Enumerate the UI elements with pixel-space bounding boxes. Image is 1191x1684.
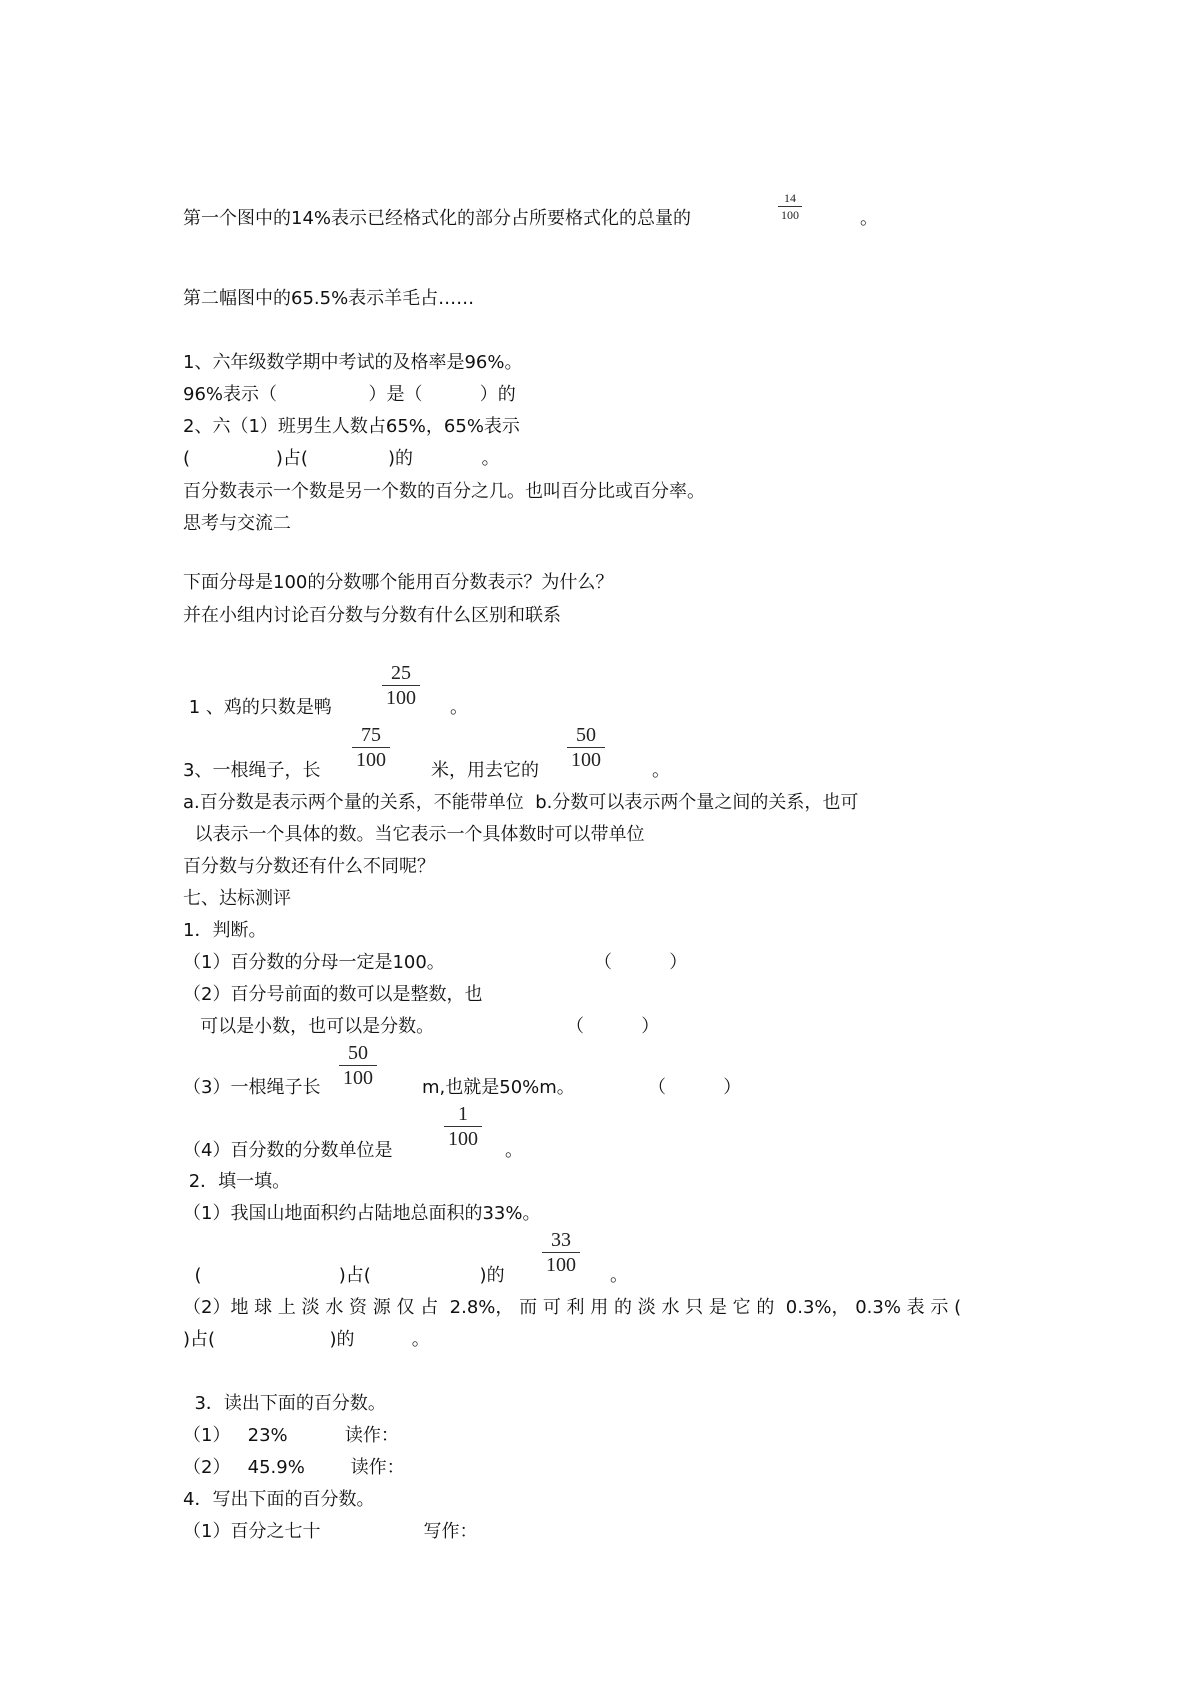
text-line: ( )占( )的 <box>183 1265 505 1286</box>
text-line: 百分数表示一个数是另一个数的百分之几。也叫百分比或百分率。 <box>183 481 705 502</box>
section-heading: 2．填一填。 <box>183 1171 291 1192</box>
text-line: 1．判断。 <box>183 920 267 941</box>
section-heading: 3．读出下面的百分数。 <box>183 1393 386 1414</box>
text-line: 。 <box>652 760 670 781</box>
answer-bracket: （ ） <box>594 952 688 973</box>
text-line: 1 、鸡的只数是鸭 <box>183 697 332 718</box>
fraction-numerator: 75 <box>361 724 381 746</box>
text-line: 。 <box>450 697 468 718</box>
text-line: 以表示一个具体的数。当它表示一个具体数时可以带单位 <box>183 824 645 845</box>
answer-bracket: （ ） <box>566 1016 660 1037</box>
text-line: （1）百分之七十 写作： <box>183 1521 478 1542</box>
text-line: 1、六年级数学期中考试的及格率是96%。 <box>183 352 523 373</box>
fraction-bar <box>778 206 802 207</box>
text-line: 。 <box>860 208 878 229</box>
fraction-bar <box>382 685 420 686</box>
text-line: （2）百分号前面的数可以是整数，也 <box>183 984 483 1005</box>
text-line: 第二幅图中的65.5%表示羊毛占…… <box>183 288 475 309</box>
text-line: 下面分母是100的分数哪个能用百分数表示？为什么？ <box>183 572 614 593</box>
section-heading: 思考与交流二 <box>183 513 291 534</box>
text-line: （2）地 球 上 淡 水 资 源 仅 占 2.8%， 而 可 利 用 的 淡 水 只 是 它 的 0.3%， 0.3% 表 示 ( <box>183 1297 962 1318</box>
fraction-bar <box>352 747 390 748</box>
fraction-75-100 <box>352 725 390 770</box>
text-line: 百分数与分数还有什么不同呢？ <box>183 856 435 877</box>
text-line: 可以是小数，也可以是分数。 <box>183 1016 435 1037</box>
fraction-denominator: 100 <box>781 208 799 222</box>
fraction-denominator: 100 <box>448 1128 478 1150</box>
fraction-bar <box>542 1252 580 1253</box>
fraction-1-100 <box>444 1104 482 1149</box>
fraction-bar <box>567 747 605 748</box>
fraction-25-100 <box>382 663 420 708</box>
fraction-denominator: 100 <box>571 749 601 771</box>
text-line: 并在小组内讨论百分数与分数有什么区别和联系 <box>183 605 561 626</box>
text-line: )占( )的 。 <box>183 1329 430 1350</box>
fraction-denominator: 100 <box>343 1067 373 1089</box>
text-line: 。 <box>505 1140 523 1161</box>
text-line: ( )占( )的 。 <box>183 448 500 469</box>
text-line: 。 <box>610 1265 628 1286</box>
text-line: 96%表示（ ）是（ ）的 <box>183 384 516 405</box>
answer-bracket: （ ） <box>648 1077 742 1098</box>
fraction-numerator: 14 <box>784 191 796 205</box>
text-line: 3、一根绳子，长 <box>183 760 321 781</box>
text-line: （3）一根绳子长 <box>183 1077 321 1098</box>
fraction-33-100 <box>542 1230 580 1275</box>
fraction-bar <box>339 1065 377 1066</box>
text-line: （1）我国山地面积约占陆地总面积的33%。 <box>183 1203 541 1224</box>
text-line: a.百分数是表示两个量的关系，不能带单位 b.分数可以表示两个量之间的关系，也可 <box>183 792 859 813</box>
text-line: m,也就是50%m。 <box>422 1077 575 1098</box>
fraction-numerator: 25 <box>391 662 411 684</box>
fraction-14-100 <box>778 192 802 221</box>
fraction-numerator: 33 <box>551 1229 571 1251</box>
fraction-denominator: 100 <box>546 1254 576 1276</box>
text-line: （4）百分数的分数单位是 <box>183 1140 393 1161</box>
fraction-bar <box>444 1126 482 1127</box>
fraction-numerator: 50 <box>576 724 596 746</box>
text-line: 第一个图中的14%表示已经格式化的部分占所要格式化的总量的 <box>183 208 692 229</box>
section-heading: 4．写出下面的百分数。 <box>183 1489 375 1510</box>
text-line: （1）百分数的分母一定是100。 <box>183 952 445 973</box>
fraction-numerator: 50 <box>348 1042 368 1064</box>
section-heading: 七、达标测评 <box>183 888 291 909</box>
fraction-numerator: 1 <box>458 1103 468 1125</box>
text-line: 2、六（1）班男生人数占65%，65%表示 <box>183 416 520 437</box>
fraction-50-100 <box>567 725 605 770</box>
fraction-denominator: 100 <box>386 687 416 709</box>
text-line: （1） 23% 读作： <box>183 1425 399 1446</box>
text-line: （2） 45.9% 读作： <box>183 1457 405 1478</box>
text-line: 米，用去它的 <box>431 760 539 781</box>
fraction-50-100 <box>339 1043 377 1088</box>
fraction-denominator: 100 <box>356 749 386 771</box>
